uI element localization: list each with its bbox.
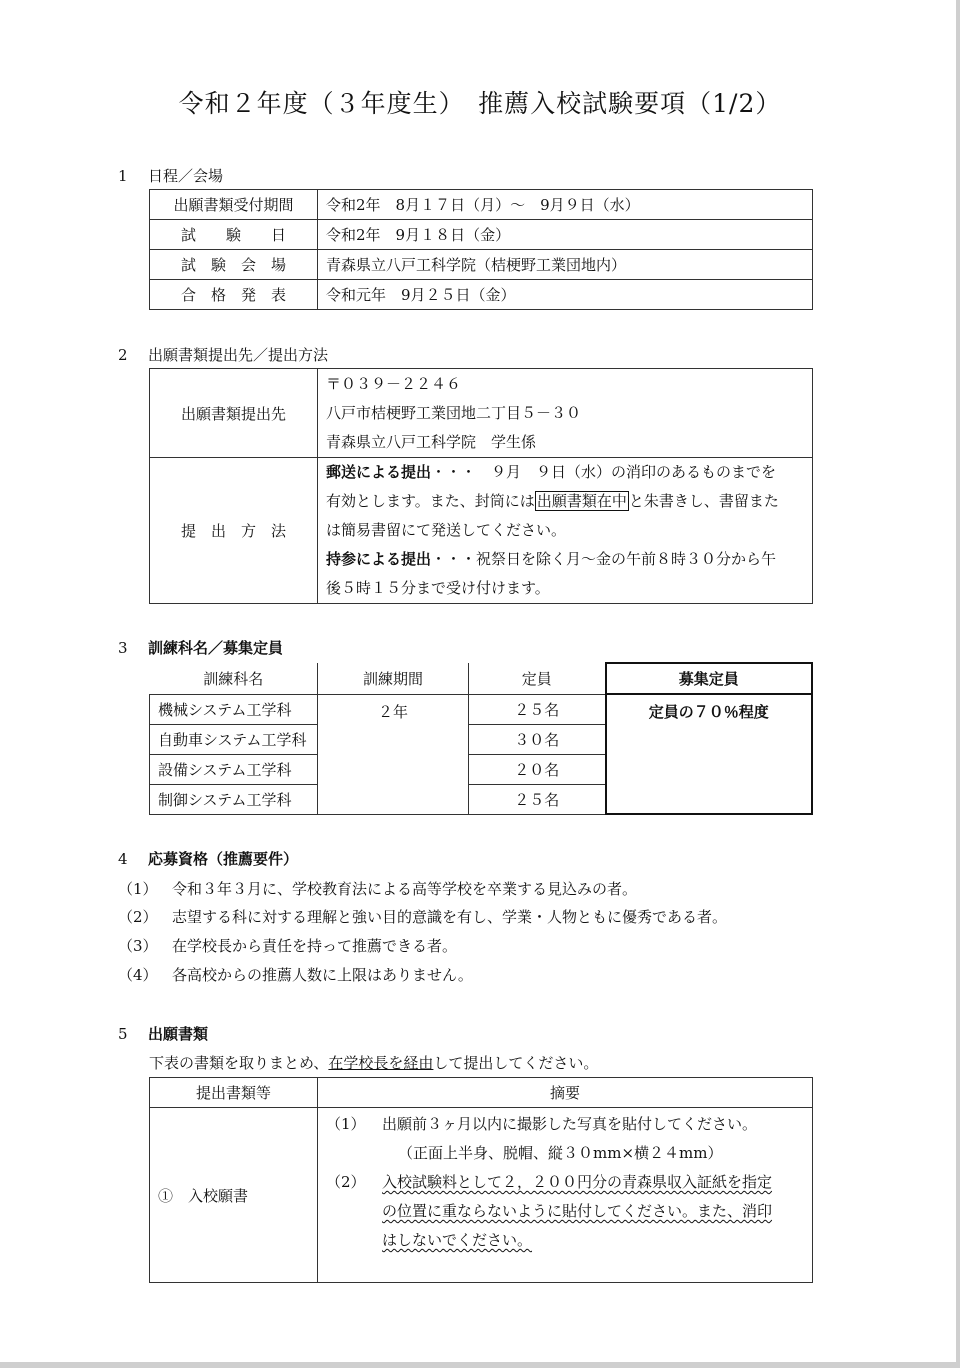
section-4-heading: 4 応募資格（推薦要件） — [118, 850, 299, 868]
table-row: 機械システム工学科 ２年 ２５名 定員の７０％程度 — [150, 694, 813, 724]
section-1-heading: 1 日程／会場 — [118, 167, 224, 185]
section-2-heading: 2 出願書類提出先／提出方法 — [118, 346, 329, 364]
table-row: 出願書類提出先 〒０３９－２２４６ 八戸市桔梗野工業団地二丁目５－３０ 青森県立八戸工科学院 学生係 — [150, 369, 813, 458]
documents-table — [149, 1077, 813, 1283]
list-item: （3） 在学校長から責任を持って推薦できる者。 — [118, 937, 458, 955]
courses-table — [149, 662, 813, 815]
table-row: 自動車システム工学科 ３０名 — [150, 724, 813, 754]
boxed-text: 出願書類在中 — [536, 492, 627, 510]
page-title: 令和２年度（３年度生） 推薦入校試験要項（1/2） — [178, 89, 782, 118]
table-row: 訓練科名 訓練期間 定員 募集定員 — [150, 663, 813, 694]
table-row: 試 験 会 場 青森県立八戸工科学院（桔梗野工業団地内） — [150, 250, 813, 280]
section-3-heading: 3 訓練科名／募集定員 — [118, 639, 284, 657]
table-row: 提出書類等 摘要 — [150, 1078, 813, 1108]
schedule-table — [149, 189, 813, 310]
list-item: （2） 志望する科に対する理解と強い目的意識を有し、学業・人物ともに優秀である者。 — [118, 908, 728, 926]
list-item: （4） 各高校からの推薦人数に上限はありません。 — [118, 966, 473, 984]
section-5-intro: 下表の書類を取りまとめ、在学校長を経由して提出してください。 — [149, 1054, 599, 1072]
table-row: 制御システム工学科 ２５名 — [150, 784, 813, 814]
section-5-heading: 5 出願書類 — [118, 1025, 209, 1043]
table-row: 設備システム工学科 ２０名 — [150, 754, 813, 784]
table-row: 提 出 方 法 郵送による提出・・・ ９月 ９日（水）の消印のあるものまでを 有効とします。また、封筒には 出願書類在中 と朱書きし、書留また は簡易書留にて発送してください。 持参による提出・・・祝祭日を除く月～金の午前８時３０分から午 後５時１５分まで受け付けます。 — [150, 458, 813, 604]
table-row: 出願書類受付期間 令和2年 8月１７日（月）～ 9月９日（水） — [150, 190, 813, 220]
table-row: 合 格 発 表 令和元年 9月２５日（金） — [150, 280, 813, 310]
table-row: 試 験 日 令和2年 9月１８日（金） — [150, 220, 813, 250]
list-item: （1） 令和３年３月に、学校教育法による高等学校を卒業する見込みの者。 — [118, 880, 638, 898]
submission-table — [149, 368, 813, 604]
table-row: ① 入校願書 （1） 出願前３ヶ月以内に撮影した写真を貼付してください。 （正面上半身、脱帽、縦３０mm×横２４mm） （2） 入校試験料として２，２００円分の青森県収入証紙を指定 の位置に重ならないように貼付してください。また、消印 はしないでください。 — [150, 1108, 813, 1283]
